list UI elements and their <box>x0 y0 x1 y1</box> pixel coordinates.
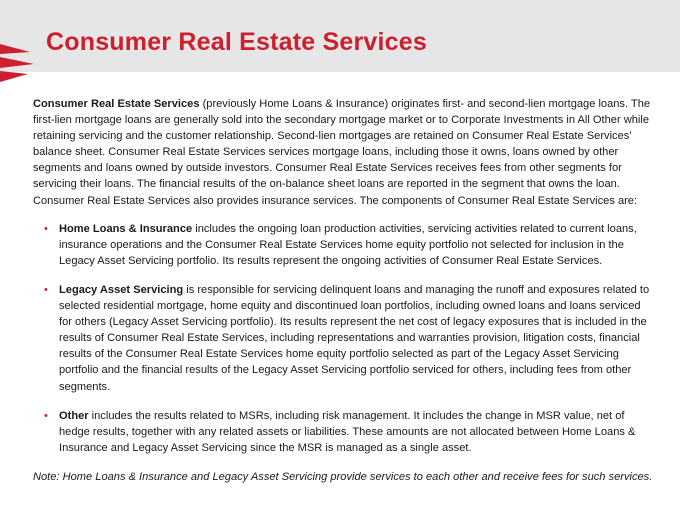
content-body <box>33 96 655 497</box>
bullet-icon: • <box>44 222 48 235</box>
bullet-text: includes the results related to MSRs, including risk management. It includes the change in MSR value, net of hedge results, together with any related assets or liabilities. These amounts are not allocated between Home Loans & Insurance and Legacy Asset Servicing since the MSR is managed as a single asset. <box>59 409 636 454</box>
list-item <box>33 408 655 456</box>
page-title: Consumer Real Estate Services <box>46 28 427 56</box>
intro-paragraph <box>33 96 655 209</box>
flag-stripes-logo <box>0 40 36 90</box>
footnote: Note: Home Loans & Insurance and Legacy Asset Servicing provide services to each other and receive fees for such services. <box>33 470 653 483</box>
bullet-icon: • <box>44 409 48 422</box>
intro-text: (previously Home Loans & Insurance) originates first- and second-lien mortgage loans. The first-lien mortgage loans are generally sold into the secondary mortgage market or to Corporate Investments in All Other while retaining servicing and the customer relationship. Second-lien mortgages are retained on Consumer Real Estate Services’ balance sheet. Consumer Real Estate Services services mortgage loans, including those it owns, loans owned by other segments and loans owned by outside investors. Consumer Real Estate Services receives fees from other segments for servicing their loans. The financial results of the on-balance sheet loans are reported in the segment that owns the loan. Consumer Real Estate Services also provides insurance services. The components of Consumer Real Estate Services are: <box>33 98 651 207</box>
bullet-text: is responsible for servicing delinquent loans and managing the runoff and exposures related to selected residential mortgage, home equity and discontinued loan portfolios, including owned loans and loans serviced for others (Legacy Asset Servicing portfolio). Its results represent the net cost of legacy exposures that is included in the results of Consumer Real Estate Services, including representations and warranties provision, litigation costs, financial results of the Consumer Real Estate Services home equity portfolio selected as part of the Legacy Asset Servicing portfolio and the financial results of the Legacy Asset Servicing portfolio serviced for others, including fees from other segments. <box>59 283 650 393</box>
list-item <box>33 282 655 395</box>
bullet-text: includes the ongoing loan production activities, servicing activities related to current loans, insurance operations and the Consumer Real Estate Services home equity portfolio not selected for inclusion in the Legacy Asset Servicing portfolio. Its results represent the ongoing activities of Consumer Real Estate Services. <box>59 222 637 267</box>
bullet-lead: Home Loans & Insurance <box>59 222 193 235</box>
bullet-lead: Other <box>59 409 89 422</box>
bullet-icon: • <box>44 283 48 296</box>
bullet-lead: Legacy Asset Servicing <box>59 283 184 296</box>
intro-lead: Consumer Real Estate Services <box>33 98 200 110</box>
segment-list <box>33 221 655 456</box>
list-item <box>33 221 655 269</box>
